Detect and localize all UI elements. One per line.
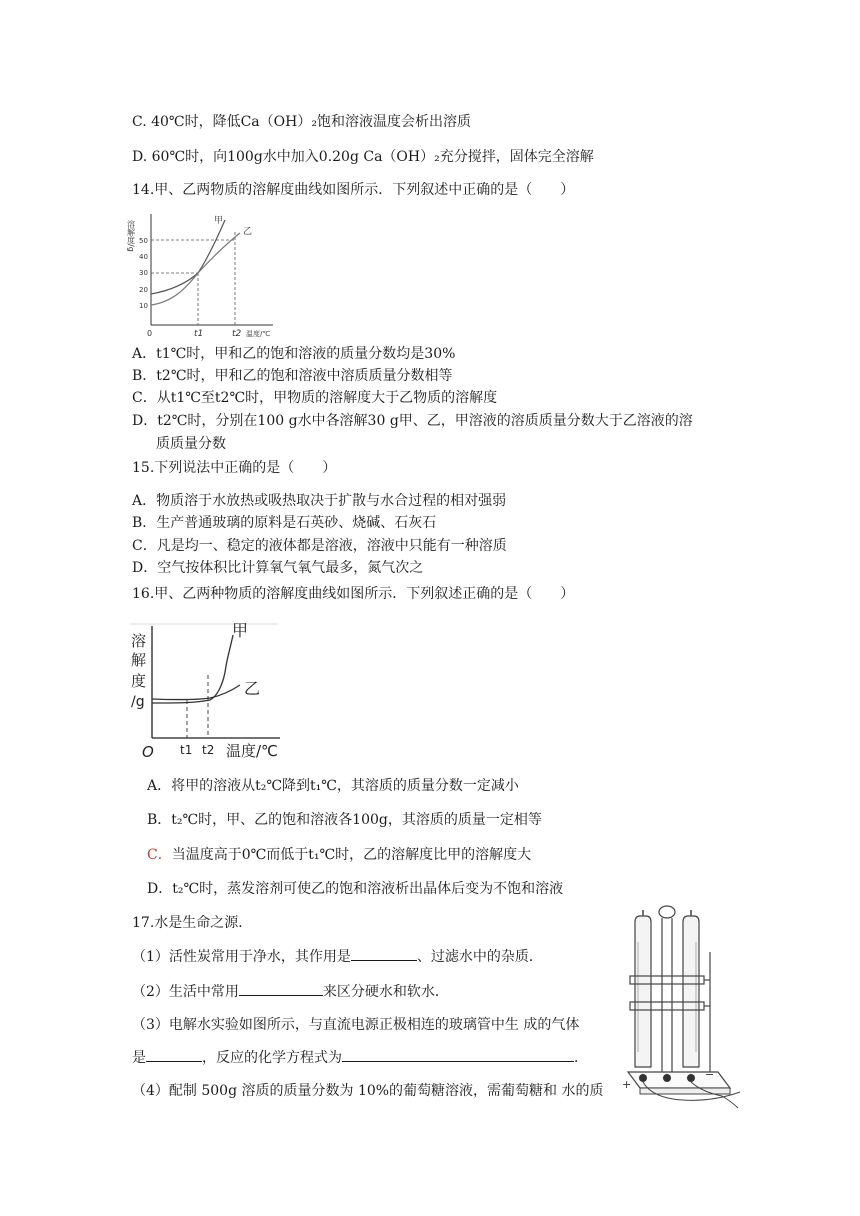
q16-curve-jia xyxy=(152,635,233,703)
q16-option-a: A．将甲的溶液从t₂℃降到t₁℃，其溶质的质量分数一定减小 xyxy=(147,778,519,794)
q14-xtick-t1: t1 xyxy=(194,329,204,339)
q17-part-1-a: （1）活性炭常用于净水，其作用是 xyxy=(132,949,351,965)
q16-label-yi: 乙 xyxy=(244,679,261,698)
q17-part-3-line2 xyxy=(132,1047,588,1068)
q15-option-b: B．生产普通玻璃的原料是石英砂、烧碱、石灰石 xyxy=(132,515,437,531)
q16-y-char-3: 度 xyxy=(131,672,147,690)
q14-option-a: A．t1℃时，甲和乙的饱和溶液的质量分数均是30% xyxy=(132,346,456,362)
q17-part-1-b: 、过滤水中的杂质． xyxy=(416,949,543,965)
q17-stem: 17.水是生命之源． xyxy=(132,915,253,931)
q16-option-c-text: 当温度高于0℃而低于t₁℃时，乙的溶解度比甲的溶解度大 xyxy=(171,847,532,863)
q16-xtick-t2: t2 xyxy=(202,743,215,757)
q14-xtick-0: 0 xyxy=(147,329,153,338)
q13-option-c: C. 40℃时，降低Ca（OH）₂饱和溶液温度会析出溶质 xyxy=(132,114,471,130)
reservoir-bulb xyxy=(659,906,675,918)
q16-y-char-1: 溶 xyxy=(131,632,147,650)
q17-part-3-b: ，反应的化学方程式为 xyxy=(202,1050,342,1066)
q16-origin: O xyxy=(142,743,154,761)
q16-option-c xyxy=(147,845,531,865)
q14-ytick-30: 30 xyxy=(139,269,148,277)
q14-option-b: B．t2℃时，甲和乙的饱和溶液中溶质质量分数相等 xyxy=(132,368,453,384)
q14-option-d-cont: 质质量分数 xyxy=(156,436,226,452)
q17-part-1 xyxy=(132,946,543,967)
q16-x-label: 温度/℃ xyxy=(226,742,278,760)
q14-curve-yi xyxy=(151,233,240,305)
right-tube xyxy=(683,916,699,1067)
q17-part-3-line1: （3）电解水实验如图所示，与直流电源正极相连的玻璃管中生 成的气体 xyxy=(132,1017,580,1033)
q17-part-3-c: ． xyxy=(574,1050,588,1066)
q16-curve-yi xyxy=(152,685,240,700)
q14-option-d: D．t2℃时，分别在100 g水中各溶解30 g甲、乙，甲溶液的溶质质量分数大于乙溶液的溶 xyxy=(132,413,693,429)
q16-xtick-t1: t1 xyxy=(180,743,193,757)
q14-ytick-40: 40 xyxy=(139,253,148,261)
q14-solubility-chart xyxy=(128,208,278,343)
q14-ytick-20: 20 xyxy=(139,286,148,294)
q14-label-yi: 乙 xyxy=(243,227,253,237)
q17-part-4: （4）配制 500g 溶质的质量分数为 10%的葡萄糖溶液，需葡萄糖和 水的质 xyxy=(132,1083,604,1099)
q16-y-char-4: /g xyxy=(131,694,145,710)
q15-option-d: D．空气按体积比计算氧气氧气最多，氮气次之 xyxy=(132,560,424,576)
q13-option-d: D. 60℃时，向100g水中加入0.20g Ca（OH）₂充分搅拌，固体完全溶解 xyxy=(132,149,594,165)
q14-xtick-t2: t2 xyxy=(232,329,242,339)
q15-option-a: A．物质溶于水放热或吸热取决于扩散与水合过程的相对强弱 xyxy=(132,493,507,509)
q16-y-char-2: 解 xyxy=(131,651,147,669)
q16-option-c-letter: C． xyxy=(147,847,172,863)
terminal-left xyxy=(639,1074,647,1082)
q14-stem: 14.甲、乙两物质的溶解度曲线如图所示．下列叙述中正确的是（ ） xyxy=(132,182,575,198)
q15-option-c: C．凡是均一、稳定的液体都是溶液，溶液中只能有一种溶质 xyxy=(132,538,507,554)
cathode-sign: − xyxy=(705,1068,715,1081)
terminal-center xyxy=(663,1074,671,1082)
left-tube xyxy=(635,916,651,1067)
q17-part-2 xyxy=(132,981,449,1002)
q16-option-d: D．t₂℃时，蒸发溶剂可使乙的饱和溶液析出晶体后变为不饱和溶液 xyxy=(147,881,564,897)
electrolysis-apparatus xyxy=(622,902,740,1110)
q14-label-jia: 甲 xyxy=(214,216,224,226)
q16-label-jia: 甲 xyxy=(232,621,249,640)
q17-blank-3[interactable] xyxy=(146,1047,202,1062)
anode-sign: + xyxy=(622,1078,632,1091)
q17-blank-1[interactable] xyxy=(351,946,417,961)
q16-stem: 16.甲、乙两种物质的溶解度曲线如图所示．下列叙述正确的是（ ） xyxy=(132,586,575,602)
q14-ytick-50: 50 xyxy=(139,237,148,245)
q14-ytick-10: 10 xyxy=(139,302,148,310)
q17-blank-2[interactable] xyxy=(239,981,323,996)
q14-x-label: 温度/℃ xyxy=(246,330,271,338)
terminal-right xyxy=(687,1074,695,1082)
q15-stem: 15.下列说法中正确的是（ ） xyxy=(132,460,337,476)
q17-part-2-b: 来区分硬水和软水． xyxy=(322,984,449,1000)
q16-option-b: B．t₂℃时，甲、乙的饱和溶液各100g，其溶质的质量一定相等 xyxy=(147,812,542,828)
q14-option-c: C．从t1℃至t2℃时，甲物质的溶解度大于乙物质的溶解度 xyxy=(132,390,498,406)
q17-part-3-a: 是 xyxy=(132,1050,146,1066)
q17-part-2-a: （2）生活中常用 xyxy=(132,984,239,1000)
q14-y-label: 溶解度/g xyxy=(126,220,136,252)
q16-solubility-chart xyxy=(128,620,288,764)
q17-blank-4[interactable] xyxy=(342,1047,574,1062)
